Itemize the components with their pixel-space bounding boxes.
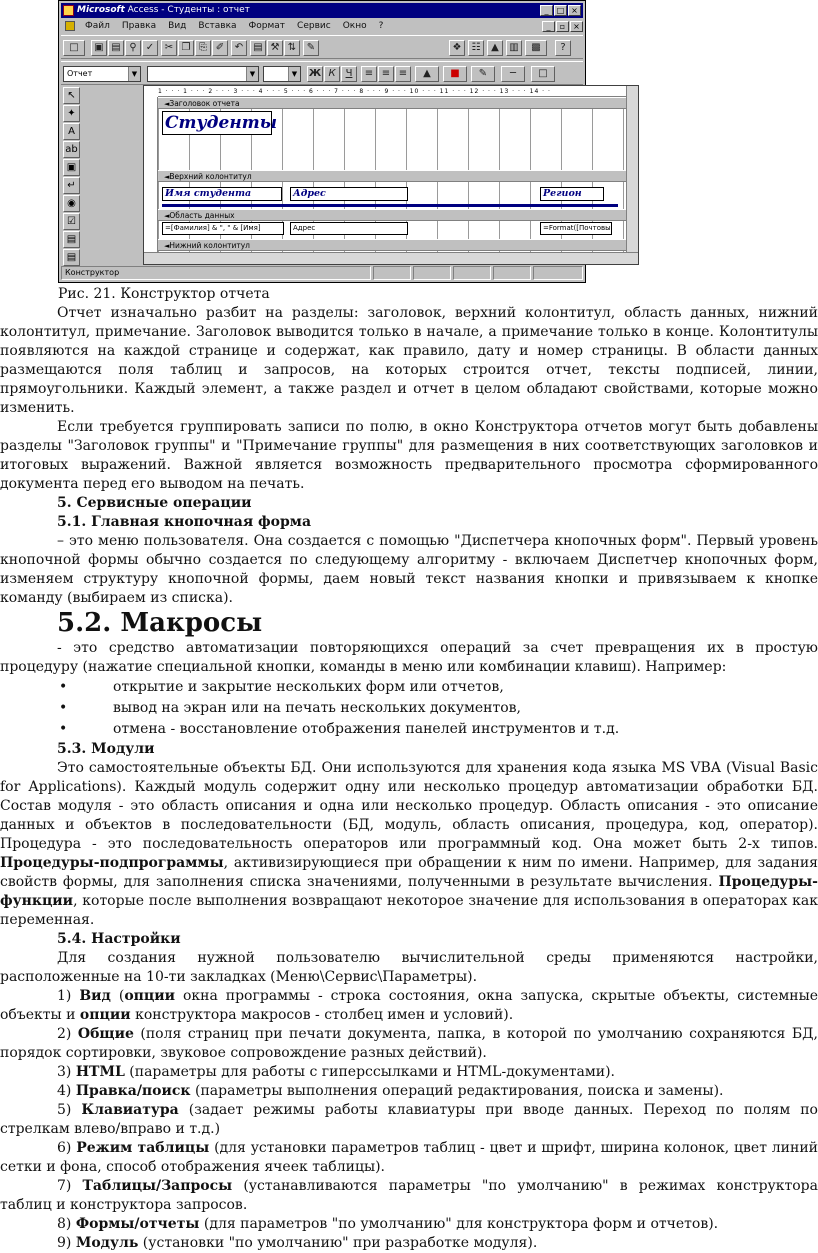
item-text: окна программы - строка состояния, окна запуска, скрытые объекты, системные объекты и	[0, 988, 818, 1023]
item-text: (параметры выполнения операций редактирования, поиска и замены).	[190, 1083, 724, 1099]
status-cell	[493, 266, 531, 280]
doc-restore-button[interactable]: ▫	[556, 21, 569, 32]
align-center-icon[interactable]: ≡	[378, 66, 394, 82]
preview-icon[interactable]: ⚲	[125, 40, 141, 56]
settings-item-7	[0, 1177, 818, 1215]
sorting-grouping-icon[interactable]: ⇅	[284, 40, 300, 56]
heading-modules: 5.3. Модули	[57, 741, 155, 757]
item-title: Вид	[79, 988, 111, 1004]
minimize-button[interactable]: _	[540, 5, 553, 16]
header-label-name[interactable]: Имя студента	[162, 187, 282, 201]
undo-icon[interactable]: ↶	[231, 40, 247, 56]
cut-icon[interactable]: ✂	[161, 40, 177, 56]
settings-item-6	[0, 1139, 818, 1177]
option-group-icon[interactable]: ▣	[63, 159, 80, 176]
settings-item-9	[0, 1234, 818, 1253]
align-left-icon[interactable]: ≡	[361, 66, 377, 82]
list-box-tool-icon[interactable]: ▤	[63, 249, 80, 266]
modules-functions: Процедуры-функции	[0, 874, 818, 909]
menu-window[interactable]: Окно	[342, 21, 367, 31]
item-text: (установки "по умолчанию" при разработке модуля).	[138, 1235, 538, 1251]
doc-close-button[interactable]: ×	[570, 21, 583, 32]
autoformat-icon[interactable]: ✎	[303, 40, 319, 56]
field-list-icon[interactable]: ▤	[250, 40, 266, 56]
section-report-header[interactable]: ◄ Заголовок отчета	[158, 97, 626, 109]
item-number: 2)	[57, 1026, 78, 1042]
menu-view[interactable]: Вид	[168, 21, 187, 31]
align-right-icon[interactable]: ≡	[395, 66, 411, 82]
checkbox-tool-icon[interactable]: ☑	[63, 213, 80, 230]
item-number: 8)	[57, 1216, 76, 1232]
paragraph-report-sections: Отчет изначально разбит на разделы: заголовок, верхний колонтитул, область данных, нижний колонтитул, примечание. Заголовок выводится только в начале, а примечание только в конце. Колонтитулы появляются на каждой странице и содержат, как правило, дату и номер страницы. В области данных размещаются поля таблиц и запросов, на которых строится отчет, тексты подписей, линии, прямоугольники. Каждый элемент, а также раздел и отчет в целом обладают свойствами, которые можно изменить.	[0, 305, 818, 416]
status-bar	[61, 266, 583, 280]
font-color-icon[interactable]: ■	[443, 66, 467, 82]
item-number: 9)	[57, 1235, 76, 1251]
paste-icon[interactable]: ⎘	[195, 40, 211, 56]
build-icon[interactable]: ▲	[487, 40, 503, 56]
settings-item-4	[0, 1082, 818, 1101]
item-text: конструктора макросов - столбец имен и условий).	[130, 1007, 514, 1023]
item-text: (задает режимы работы клавиатуры при вводе данных. Переход по полям по стрелкам влево/вправо и т.д.)	[0, 1102, 818, 1137]
menu-format[interactable]: Формат	[248, 21, 286, 31]
menu-file[interactable]: Файл	[85, 21, 110, 31]
settings-item-8	[0, 1215, 818, 1234]
heading-switchboard: 5.1. Главная кнопочная форма	[57, 514, 312, 530]
font-size-select[interactable]	[263, 66, 301, 82]
report-title-label[interactable]: Студенты	[162, 111, 272, 135]
modules-text-2: , активизирующиеся при обращении к ним по имени. Например, для задания свойств формы, для заполнения списка значениями, полученными в результате вычисления.	[0, 855, 818, 890]
item-title: Общие	[77, 1026, 134, 1042]
horizontal-scrollbar[interactable]	[144, 252, 638, 264]
item-number: 1)	[57, 988, 80, 1004]
new-object-icon[interactable]: ▩	[525, 40, 547, 56]
chevron-down-icon: ▼	[128, 67, 140, 81]
print-icon[interactable]: ▤	[108, 40, 124, 56]
menu-insert[interactable]: Вставка	[198, 21, 237, 31]
menu-edit[interactable]: Правка	[121, 21, 157, 31]
copy-icon[interactable]: ❐	[178, 40, 194, 56]
line-color-icon[interactable]: ✎	[471, 66, 495, 82]
settings-list	[0, 987, 818, 1253]
status-mode: Конструктор	[61, 266, 371, 280]
menu-tools[interactable]: Сервис	[297, 21, 331, 31]
report-design-toolbar	[61, 35, 583, 59]
item-title: HTML	[75, 1064, 125, 1080]
underline-icon[interactable]: Ч	[341, 66, 357, 82]
item-text: (для параметров "по умолчанию" для конструктора форм и отчетов).	[199, 1216, 719, 1232]
properties-icon[interactable]: ☷	[468, 40, 484, 56]
vertical-ruler	[144, 97, 158, 252]
spelling-icon[interactable]: ✓	[142, 40, 158, 56]
field-full-name[interactable]: =[Фамилия] & ", " & [Имя]	[162, 222, 284, 235]
window-title-app: Microsoft	[77, 5, 125, 15]
list-item: • открытие и закрытие нескольких форм или отчетов,	[0, 677, 818, 698]
close-button[interactable]: ×	[568, 5, 581, 16]
item-title: Таблицы/Запросы	[82, 1178, 233, 1194]
item-number: 3)	[57, 1064, 76, 1080]
item-text: (устанавливаются параметры "по умолчанию" в режимах конструктора таблиц и конструктора запросов.	[0, 1178, 818, 1213]
view-icon[interactable]: □	[63, 40, 85, 56]
field-address[interactable]: Адрес	[290, 222, 408, 235]
settings-item-5	[0, 1101, 818, 1139]
line-width-icon[interactable]: ─	[501, 66, 525, 82]
toolbox-icon[interactable]: ⚒	[267, 40, 283, 56]
item-text: (поля страниц при печати документа, папка, в которой по умолчанию сохраняются БД, порядок сортировки, звуковое сопровождение разных действий).	[0, 1026, 818, 1061]
status-cell	[533, 266, 583, 280]
list-item: • отмена - восстановление отображения панелей инструментов и т.д.	[0, 719, 818, 740]
item-text: (параметры для работы с гиперссылками и HTML-документами).	[124, 1064, 615, 1080]
special-effect-icon[interactable]: □	[531, 66, 555, 82]
help-icon[interactable]: ?	[555, 40, 571, 56]
report-grid	[158, 97, 626, 252]
item-number: 6)	[57, 1140, 77, 1156]
save-icon[interactable]: ▣	[91, 40, 107, 56]
header-underline	[162, 204, 618, 207]
wizard-icon[interactable]: ✦	[63, 105, 80, 122]
bold-icon[interactable]: Ж	[307, 66, 323, 82]
paragraph-switchboard: – это меню пользователя. Она создается с помощью "Диспетчера кнопочных форм". Первый уровень кнопочной формы обычно создается по следующему алгоритму - включаем Диспетчер кнопочных форм, изменяем структуру кнопочной формы, даем новый текст названия кнопки и привязываем к кнопке команду (выбираем из списка).	[0, 533, 818, 606]
header-label-address[interactable]: Адрес	[290, 187, 408, 201]
font-select[interactable]	[147, 66, 259, 82]
label-tool-icon[interactable]: A	[63, 123, 80, 140]
combo-box-tool-icon[interactable]: ▤	[63, 231, 80, 248]
formatting-toolbar	[61, 61, 583, 85]
object-select[interactable]	[63, 66, 141, 82]
toggle-button-icon[interactable]: ↵	[63, 177, 80, 194]
macros-examples-list	[0, 677, 818, 740]
section-page-footer[interactable]: ◄ Нижний колонтитул	[158, 239, 626, 251]
item-title: Формы/отчеты	[75, 1216, 200, 1232]
control-toolbox	[63, 87, 81, 267]
heading-service-operations: 5. Сервисные операции	[57, 495, 252, 511]
access-window-screenshot	[58, 0, 611, 283]
report-doc-icon[interactable]	[65, 21, 75, 31]
item-title: Правка/поиск	[75, 1083, 191, 1099]
code-icon[interactable]: ❖	[449, 40, 465, 56]
header-label-region[interactable]: Регион	[540, 187, 604, 201]
item-number: 7)	[57, 1178, 83, 1194]
modules-text-1: Это самостоятельные объекты БД. Они используются для хранения кода языка MS VBA (Visual Basic for Applications). Каждый модуль содержит одну или несколько процедур автоматизации обработки БД. Состав модуля - это область описания и одна или несколько процедур. Область описания - это описание данных и объектов в последовательности (БД, модуль, область описания, процедура, код, оператор). Процедура - это последовательность операторов или программный код. Она может быть 2-х типов.	[0, 760, 818, 852]
fill-color-icon[interactable]: ▲	[415, 66, 439, 82]
menu-help[interactable]: ?	[378, 21, 384, 31]
settings-item-1	[0, 987, 818, 1025]
chevron-down-icon: ▼	[246, 67, 258, 81]
settings-item-3	[0, 1063, 818, 1082]
report-design-area	[143, 85, 639, 265]
paragraph-settings: Для создания нужной пользователю вычислительной среды применяются настройки, расположенные на 10-ти закладках (Меню\Сервис\Параметры).	[0, 950, 818, 985]
section-page-header[interactable]: ◄ Верхний колонтитул	[158, 170, 626, 182]
window-titlebar	[61, 3, 583, 18]
textbox-tool-icon[interactable]: ab	[63, 141, 80, 158]
database-window-icon[interactable]: ▥	[506, 40, 522, 56]
doc-minimize-button[interactable]: _	[542, 21, 555, 32]
item-text: (	[110, 988, 125, 1004]
modules-text-3: , которые после выполнения возвращают некоторое значение для использования в операторах как переменная.	[0, 893, 818, 928]
vertical-scrollbar[interactable]	[626, 86, 638, 252]
menu-bar	[61, 19, 583, 33]
access-app-icon	[63, 5, 74, 16]
document-body	[0, 304, 818, 1253]
figure-caption: Рис. 21. Конструктор отчета	[58, 286, 270, 302]
format-painter-icon[interactable]: ✐	[212, 40, 228, 56]
window-title: Access - Студенты : отчет	[124, 5, 250, 15]
section-detail[interactable]: ◄ Область данных	[158, 209, 626, 221]
item-text: (для установки параметров таблиц - цвет и шрифт, ширина колонок, цвет линий сетки и фона, способ отображения ячеек таблицы).	[0, 1140, 818, 1175]
paragraph-modules	[0, 759, 818, 930]
maximize-button[interactable]: □	[554, 5, 567, 16]
item-number: 4)	[57, 1083, 76, 1099]
horizontal-ruler: 1 · · · 1 · · · 2 · · · 3 · · · 4 · · · 5 · · · 6 · · · 7 · · · 8 · · · 9 · · · 10 · · · 11 · · · 12 · · · 13 · · · 14 · ·	[158, 86, 626, 97]
list-item: • вывод на экран или на печать нескольких документов,	[0, 698, 818, 719]
item-bold: опции	[124, 988, 176, 1004]
heading-settings: 5.4. Настройки	[57, 931, 181, 947]
status-cell	[413, 266, 451, 280]
status-cell	[373, 266, 411, 280]
item-title: Клавиатура	[81, 1102, 179, 1118]
item-number: 5)	[57, 1102, 82, 1118]
object-select-value: Отчет	[67, 69, 93, 78]
modules-subprocedures: Процедуры-подпрограммы	[0, 855, 224, 871]
field-postal-format[interactable]: =Format([Почтовы	[540, 222, 612, 235]
italic-icon[interactable]: К	[324, 66, 340, 82]
settings-item-2	[0, 1025, 818, 1063]
status-cell	[453, 266, 491, 280]
chevron-down-icon: ▼	[288, 67, 300, 81]
heading-macros: 5.2. Макросы	[57, 608, 263, 638]
option-button-icon[interactable]: ◉	[63, 195, 80, 212]
select-arrow-icon[interactable]: ↖	[63, 87, 80, 104]
paragraph-grouping: Если требуется группировать записи по полю, в окно Конструктора отчетов могут быть добавлены разделы "Заголовок группы" и "Примечание группы" для размещения в них соответствующих заголовков и итоговых выражений. Важной является возможность предварительного просмотра сформированного документа перед его выводом на печать.	[0, 419, 818, 492]
item-title: Режим таблицы	[76, 1140, 210, 1156]
paragraph-macros: - это средство автоматизации повторяющихся операций за счет превращения их в простую процедуру (нажатие специальной кнопки, команды в меню или комбинации клавиш). Например:	[0, 640, 818, 675]
item-title: Модуль	[75, 1235, 139, 1251]
item-bold: опции	[79, 1007, 131, 1023]
